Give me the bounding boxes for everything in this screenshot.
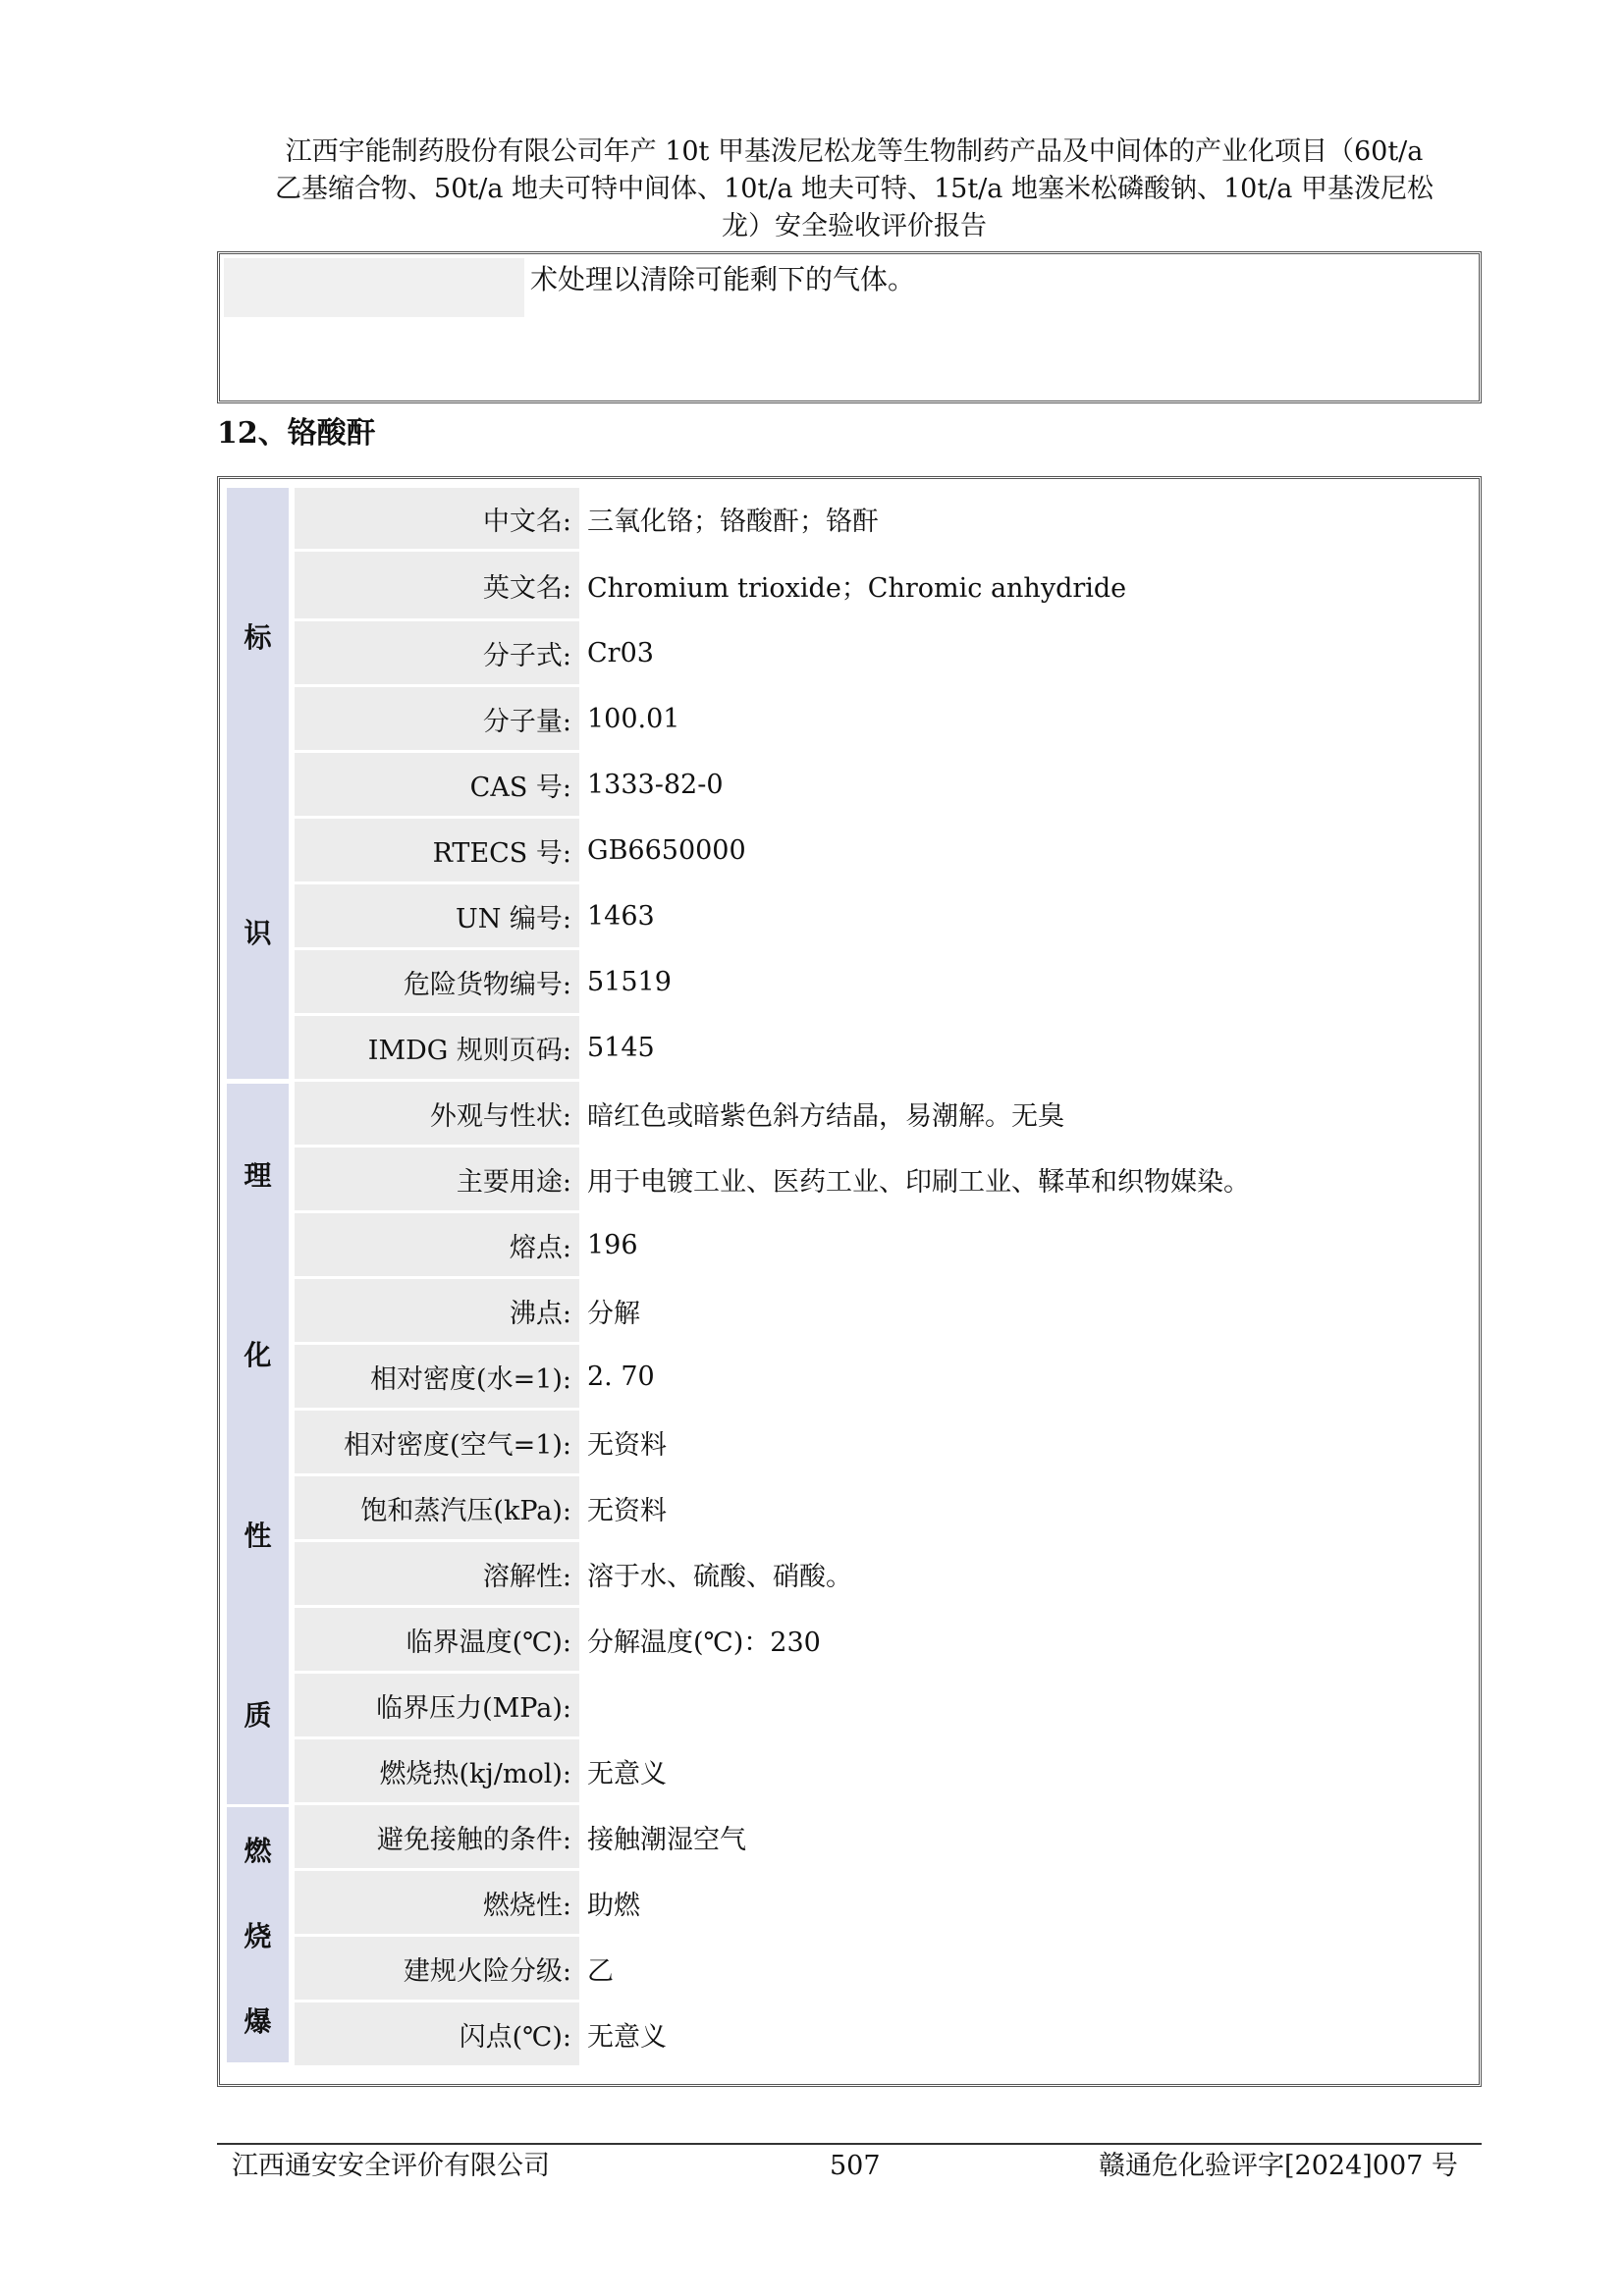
row-label: 分子量: (295, 687, 579, 750)
row-value: 暗红色或暗紫色斜方结晶，易潮解。无臭 (587, 1100, 1064, 1132)
row-label: 燃烧热(kj/mol): (295, 1739, 579, 1802)
row-label: RTECS 号: (295, 819, 579, 881)
row-value: GB6650000 (587, 834, 746, 866)
row-value: 100.01 (587, 703, 680, 734)
row-label: 闪点(℃): (295, 2002, 579, 2065)
row-label: 避免接触的条件: (295, 1805, 579, 1868)
row-label: 危险货物编号: (295, 950, 579, 1013)
row-value: 196 (587, 1229, 638, 1260)
category-char: 烧 (244, 1919, 272, 1952)
row-label: 主要用途: (295, 1148, 579, 1210)
footer-page-number: 507 (830, 2151, 881, 2181)
row-value: Cr03 (587, 637, 654, 668)
row-value: 5145 (587, 1032, 655, 1063)
row-label: IMDG 规则页码: (295, 1016, 579, 1079)
category-physicochemical (227, 1084, 289, 1804)
continued-text: 术处理以清除可能剩下的气体。 (530, 263, 916, 295)
row-value: 无资料 (587, 1495, 667, 1526)
row-label: 溶解性: (295, 1542, 579, 1605)
row-label: 临界温度(℃): (295, 1608, 579, 1671)
row-label: 分子式: (295, 621, 579, 684)
row-label: 燃烧性: (295, 1871, 579, 1934)
category-char: 性 (244, 1519, 272, 1552)
row-label: 相对密度(空气=1): (295, 1411, 579, 1473)
header-line-1: 江西宇能制药股份有限公司年产 10t 甲基泼尼松龙等生物制药产品及中间体的产业化项目（60t/a (285, 136, 1424, 167)
footer-doc-number: 赣通危化验评字[2024]007 号 (1099, 2151, 1458, 2181)
row-value: 2. 70 (587, 1361, 655, 1392)
row-label: 建规火险分级: (295, 1937, 579, 2000)
row-label: 英文名: (295, 552, 579, 618)
row-value: 三氧化铬；铬酸酐；铬酐 (587, 506, 879, 537)
continued-label-cell (224, 258, 524, 317)
row-label: 沸点: (295, 1279, 579, 1342)
row-label: 相对密度(水=1): (295, 1345, 579, 1408)
category-char: 识 (244, 916, 272, 949)
row-value: 分解温度(℃)：230 (587, 1627, 821, 1658)
category-char: 燃 (244, 1835, 272, 1868)
header-line-2: 乙基缩合物、50t/a 地夫可特中间体、10t/a 地夫可特、15t/a 地塞米松磷酸钠、10t/a 甲基泼尼松 (275, 174, 1434, 204)
footer-company: 江西通安安全评价有限公司 (232, 2151, 550, 2181)
row-label: 饱和蒸汽压(kPa): (295, 1476, 579, 1539)
row-value: 助燃 (587, 1890, 640, 1921)
row-value: 1333-82-0 (587, 769, 724, 800)
category-char: 标 (244, 620, 272, 654)
category-identification (227, 488, 289, 1079)
row-value: 乙 (587, 1955, 614, 1987)
row-value: 无意义 (587, 2021, 667, 2053)
category-combustion (227, 1807, 289, 2062)
row-value: 无意义 (587, 1758, 667, 1789)
row-label: 外观与性状: (295, 1082, 579, 1145)
row-label: CAS 号: (295, 753, 579, 816)
row-value: 无资料 (587, 1429, 667, 1461)
row-value: 用于电镀工业、医药工业、印刷工业、鞣革和织物媒染。 (587, 1166, 1250, 1198)
category-char: 质 (244, 1699, 272, 1733)
category-char: 爆 (244, 2004, 272, 2038)
row-value: 51519 (587, 966, 672, 997)
row-label: UN 编号: (295, 884, 579, 947)
chemical-properties-table (217, 476, 1482, 2087)
category-char: 化 (244, 1339, 272, 1372)
header-line-3: 龙）安全验收评价报告 (722, 211, 987, 241)
continued-table (217, 251, 1482, 403)
page-header (221, 133, 1488, 245)
row-label: 临界压力(MPa): (295, 1674, 579, 1736)
row-value: Chromium trioxide；Chromic anhydride (587, 572, 1127, 604)
row-value: 1463 (587, 900, 655, 932)
row-value: 接触潮湿空气 (587, 1824, 746, 1855)
row-value: 溶于水、硫酸、硝酸。 (587, 1561, 852, 1592)
section-title: 12、铬酸酐 (217, 416, 376, 451)
category-char: 理 (244, 1158, 272, 1192)
row-value: 分解 (587, 1298, 640, 1329)
row-label: 中文名: (295, 488, 579, 549)
row-label: 熔点: (295, 1213, 579, 1276)
footer-divider (217, 2143, 1482, 2145)
